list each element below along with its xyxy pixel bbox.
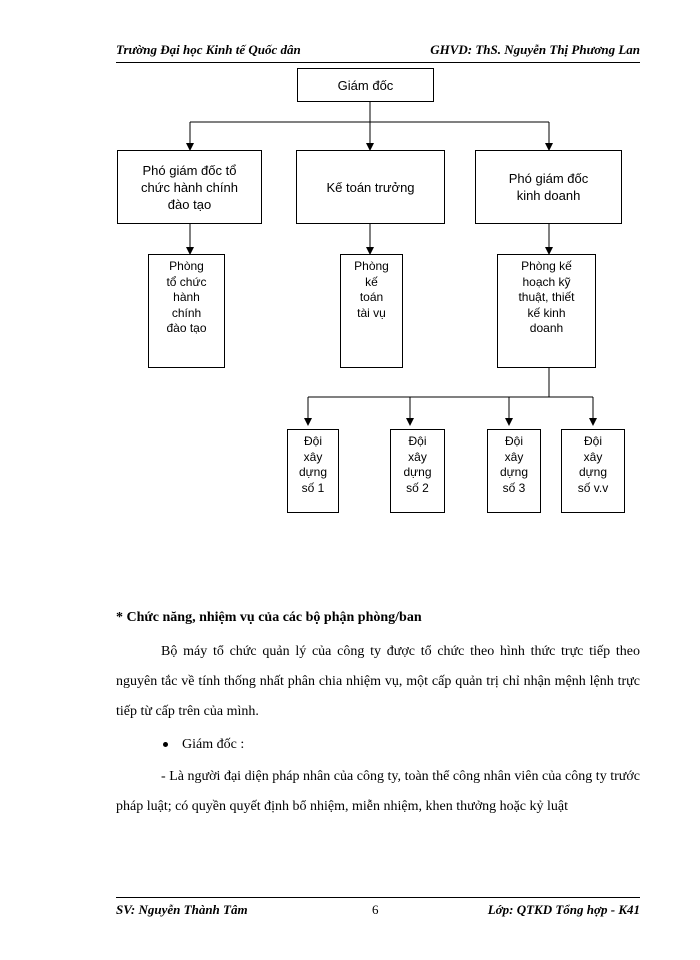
box-vp-business: Phó giám đốc kinh doanh — [475, 150, 622, 224]
box-team-1: Đội xây dựng số 1 — [287, 429, 339, 513]
box-team-2: Đội xây dựng số 2 — [390, 429, 445, 513]
page-footer — [116, 897, 640, 920]
footer-class: Lớp: QTKD Tổng hợp - K41 — [487, 902, 640, 917]
box-accounting-office: Phòng kế toán tài vụ — [340, 254, 403, 368]
box-planning-office: Phòng kế hoạch kỹ thuật, thiết kế kinh doanh — [497, 254, 596, 368]
bullet-director — [163, 737, 244, 753]
bullet-dot-icon — [163, 742, 168, 747]
section-title: * Chức năng, nhiệm vụ của các bộ phận phòng/ban — [116, 610, 422, 625]
box-chief-accountant: Kế toán trưởng — [296, 150, 445, 224]
bullet-director-label: Giám đốc : — [182, 737, 245, 752]
footer-page-number: 6 — [372, 902, 379, 917]
paragraph-org-structure: Bộ máy tổ chức quản lý của công ty được tổ chức theo hình thức trực tiếp theo nguyên tắc về tính thống nhất phân chia nhiệm vụ, một cấp quản trị chỉ nhận mệnh lệnh trực tiếp từ cấp trên của mình. — [116, 644, 640, 719]
box-vp-admin: Phó giám đốc tổ chức hành chính đào tạo — [117, 150, 262, 224]
box-admin-office: Phòng tổ chức hành chính đào tạo — [148, 254, 225, 368]
box-team-4: Đội xây dựng số v.v — [561, 429, 625, 513]
header-advisor: GHVD: ThS. Nguyễn Thị Phương Lan — [430, 42, 640, 57]
header-school: Trường Đại học Kinh tế Quốc dân — [116, 42, 301, 57]
box-team-3: Đội xây dựng số 3 — [487, 429, 541, 513]
footer-student: SV: Nguyễn Thành Tâm — [116, 902, 248, 917]
box-director: Giám đốc — [297, 68, 434, 102]
paragraph-director-duties: - Là người đại diện pháp nhân của công ty, toàn thể công nhân viên của công ty trước pháp luật; có quyền quyết định bổ nhiệm, miễn nhiệm, khen thưởng hoặc kỷ luật — [116, 769, 640, 814]
